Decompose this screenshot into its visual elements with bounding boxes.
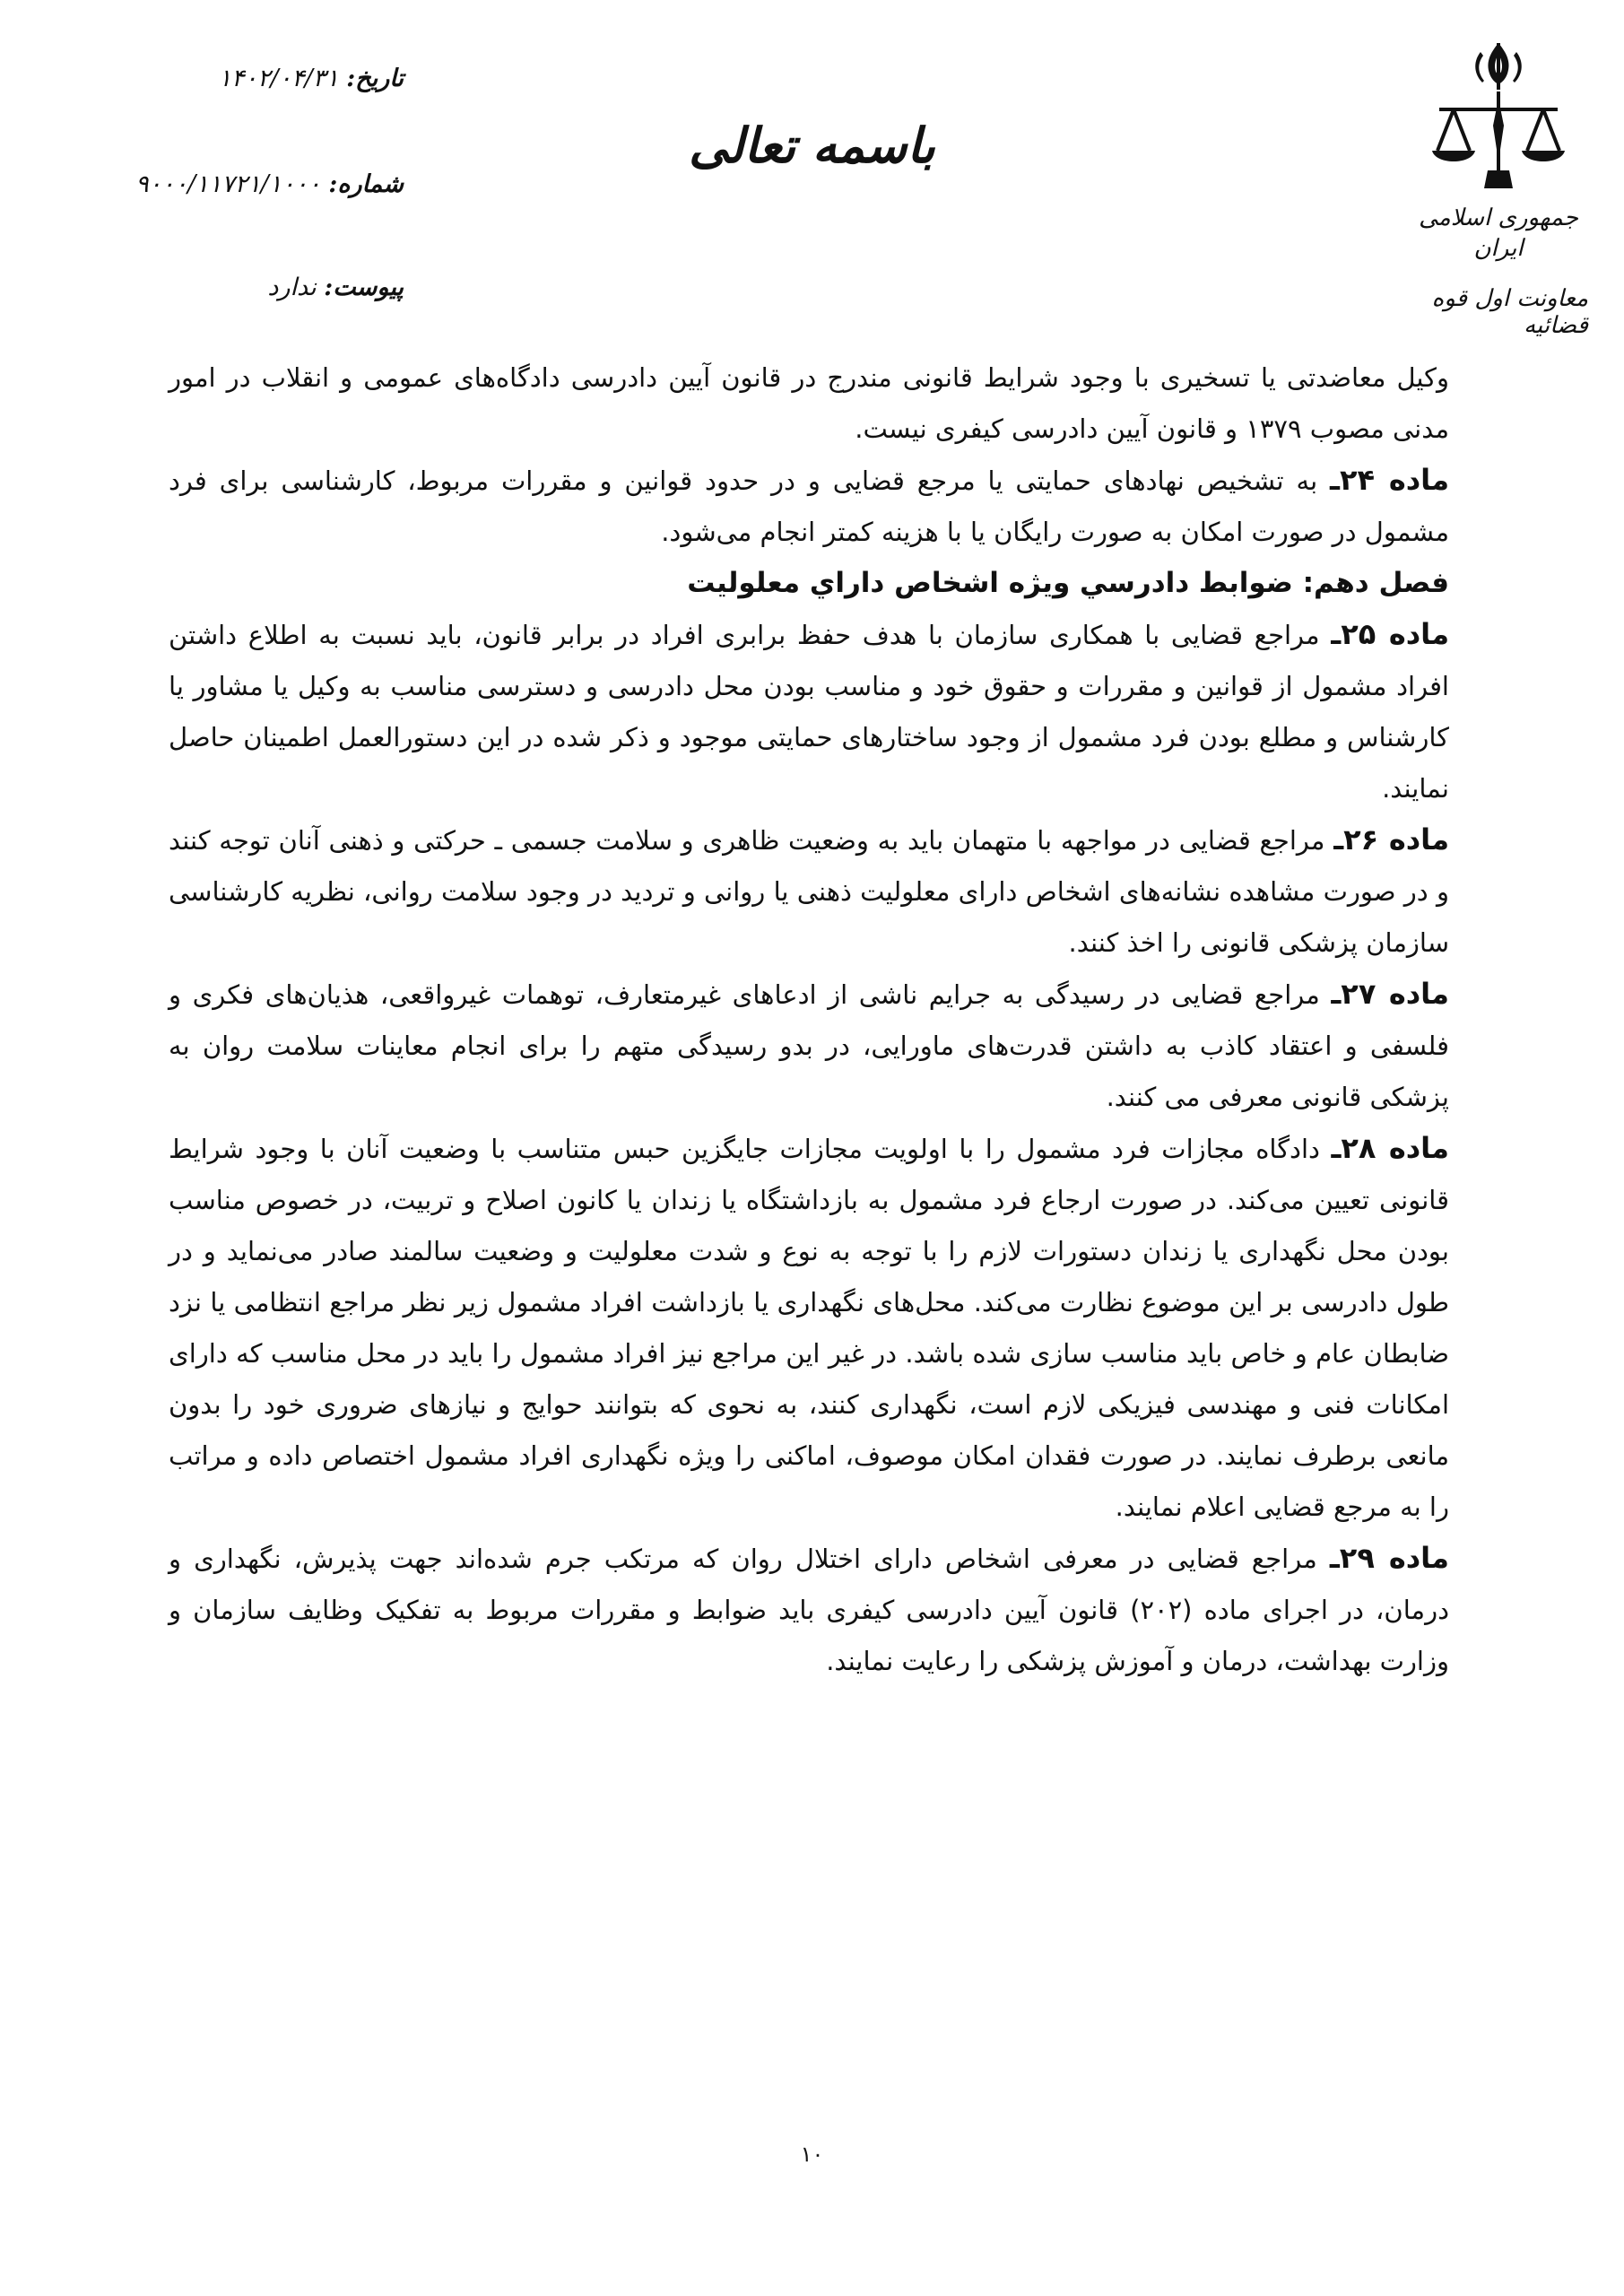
article-29-label: ماده ۲۹ـ xyxy=(1329,1541,1449,1575)
number-label: شماره: xyxy=(328,170,404,198)
number-value: ۹۰۰۰/۱۱۷۲۱/۱۰۰۰ xyxy=(135,170,321,198)
page-number: ۱۰ xyxy=(800,2142,824,2167)
letter-number xyxy=(135,170,404,198)
bismillah-heading: باسمه تعالی xyxy=(689,117,935,174)
article-29 xyxy=(169,1533,1449,1687)
letter-attachment xyxy=(135,274,404,301)
emblem-caption-country: جمهوری اسلامی ایران xyxy=(1419,204,1578,262)
article-28-label: ماده ۲۸ـ xyxy=(1331,1131,1449,1165)
article-25-label: ماده ۲۵ـ xyxy=(1331,617,1450,651)
article-24 xyxy=(169,455,1449,558)
article-24-text: به تشخیص نهادهای حمایتی یا مرجع قضایی و در حدود قوانین و مقررات مربوط، کارشناسی برای فرد مشمول در صورت امکان به صورت رایگان یا با هزینه کمتر انجام می‌شود. xyxy=(169,465,1449,547)
article-25-text: مراجع قضایی با همکاری سازمان با هدف حفظ برابری افراد در برابر قانون، باید نسبت به اطلاع داشتن افراد مشمول از قوانین و مقررات و حقوق خود و مناسب بودن محل دادرسی و دسترسی مناسب به وکیل یا مشاور یا کارشناس و مطلع بودن فرد مشمول از وجود ساختارهای حمایتی موجود و ذکر شده در این دستورالعمل اطمینان حاصل نمایند. xyxy=(169,620,1449,804)
document-body xyxy=(169,352,1449,1687)
article-27 xyxy=(169,969,1449,1123)
article-27-label: ماده ۲۷ـ xyxy=(1331,977,1449,1011)
intro-paragraph: وکیل معاضدتی یا تسخیری با وجود شرایط قانونی مندرج در قانون آیین دادرسی دادگاه‌های عمومی و انقلاب در امور مدنی مصوب ۱۳۷۹ و قانون آیین دادرسی کیفری نیست. xyxy=(169,362,1449,444)
article-25 xyxy=(169,609,1449,814)
date-value: ۱۴۰۲/۰۴/۳۱ xyxy=(218,65,339,92)
article-28 xyxy=(169,1123,1449,1533)
attachment-value: ندارد xyxy=(267,274,317,301)
article-29-text: مراجع قضایی در معرفی اشخاص دارای اختلال روان که مرتکب جرم شده‌اند جهت پذیرش، نگهداری و درمان، در اجرای ماده (۲۰۲) قانون آیین دادرسی کیفری باید ضوابط و مقررات مربوط به تفکیک وظایف سازمان و وزارت بهداشت، درمان و آموزش پزشکی را رعایت نمایند. xyxy=(169,1544,1449,1676)
article-27-text: مراجع قضایی در رسیدگی به جرایم ناشی از ادعاهای غیرمتعارف، توهمات غیرواقعی، هذیان‌های فکری و فلسفی و اعتقاد کاذب به داشتن قدرت‌های ماورایی، در بدو رسیدگی متهم را برای انجام معاینات سلامت روان به پزشکی قانونی معرفی می کنند. xyxy=(169,979,1449,1112)
article-24-label: ماده ۲۴ـ xyxy=(1330,463,1450,497)
letter-date xyxy=(135,65,404,92)
article-26 xyxy=(169,814,1449,969)
emblem-caption-office: معاونت اول قوه قضائیه xyxy=(1431,285,1588,339)
date-label: تاریخ: xyxy=(346,65,404,92)
article-28-text: دادگاه مجازات فرد مشمول را با اولویت مجازات جایگزین حبس متناسب با وضعیت آنان با وجود شرایط قانونی تعیین می‌کند. در صورت ارجاع فرد مشمول به بازداشتگاه یا زندان یا کانون اصلاح و تربیت، در خصوص مناسب بودن محل نگهداری یا زندان دستورات لازم را با توجه به نوع و شدت معلولیت و وضعیت سالمند صادر می‌نماید و در طول دادرسی بر این موضوع نظارت می‌کند. محل‌های نگهداری یا بازداشت افراد مشمول زیر نظر مراجع انتظامی یا نزد ضابطان عام و خاص باید مناسب سازی شده باشد. در غیر این مراجع نیز افراد مشمول را باید در محل مناسب که دارای امکانات فنی و مهندسی فیزیکی لازم است، نگهداری کنند، به نحوی که بتوانند حوایج و نیازهای ضروری خود را بدون مانعی برطرف نمایند. در صورت فقدان امکان موصوف، اماکنی را ویژه نگهداری افراد مشمول اختصاص داده و مراتب را به مرجع قضایی اعلام نمایند. xyxy=(169,1134,1449,1522)
chapter-10-heading: فصل دهم: ضوابط دادرسي ويژه اشخاص داراي معلوليت xyxy=(687,567,1449,599)
article-26-label: ماده ۲۶ـ xyxy=(1333,822,1450,857)
attachment-label: پیوست: xyxy=(324,274,404,301)
article-26-text: مراجع قضایی در مواجهه با متهمان باید به وضعیت ظاهری و سلامت جسمی ـ حرکتی و ذهنی آنان توجه کنند و در صورت مشاهده نشانه‌های اشخاص دارای معلولیت ذهنی یا روانی و تردید در وجود سلامت روانی، نظریه کارشناسی سازمان پزشکی قانونی را اخذ کنند. xyxy=(169,825,1449,958)
